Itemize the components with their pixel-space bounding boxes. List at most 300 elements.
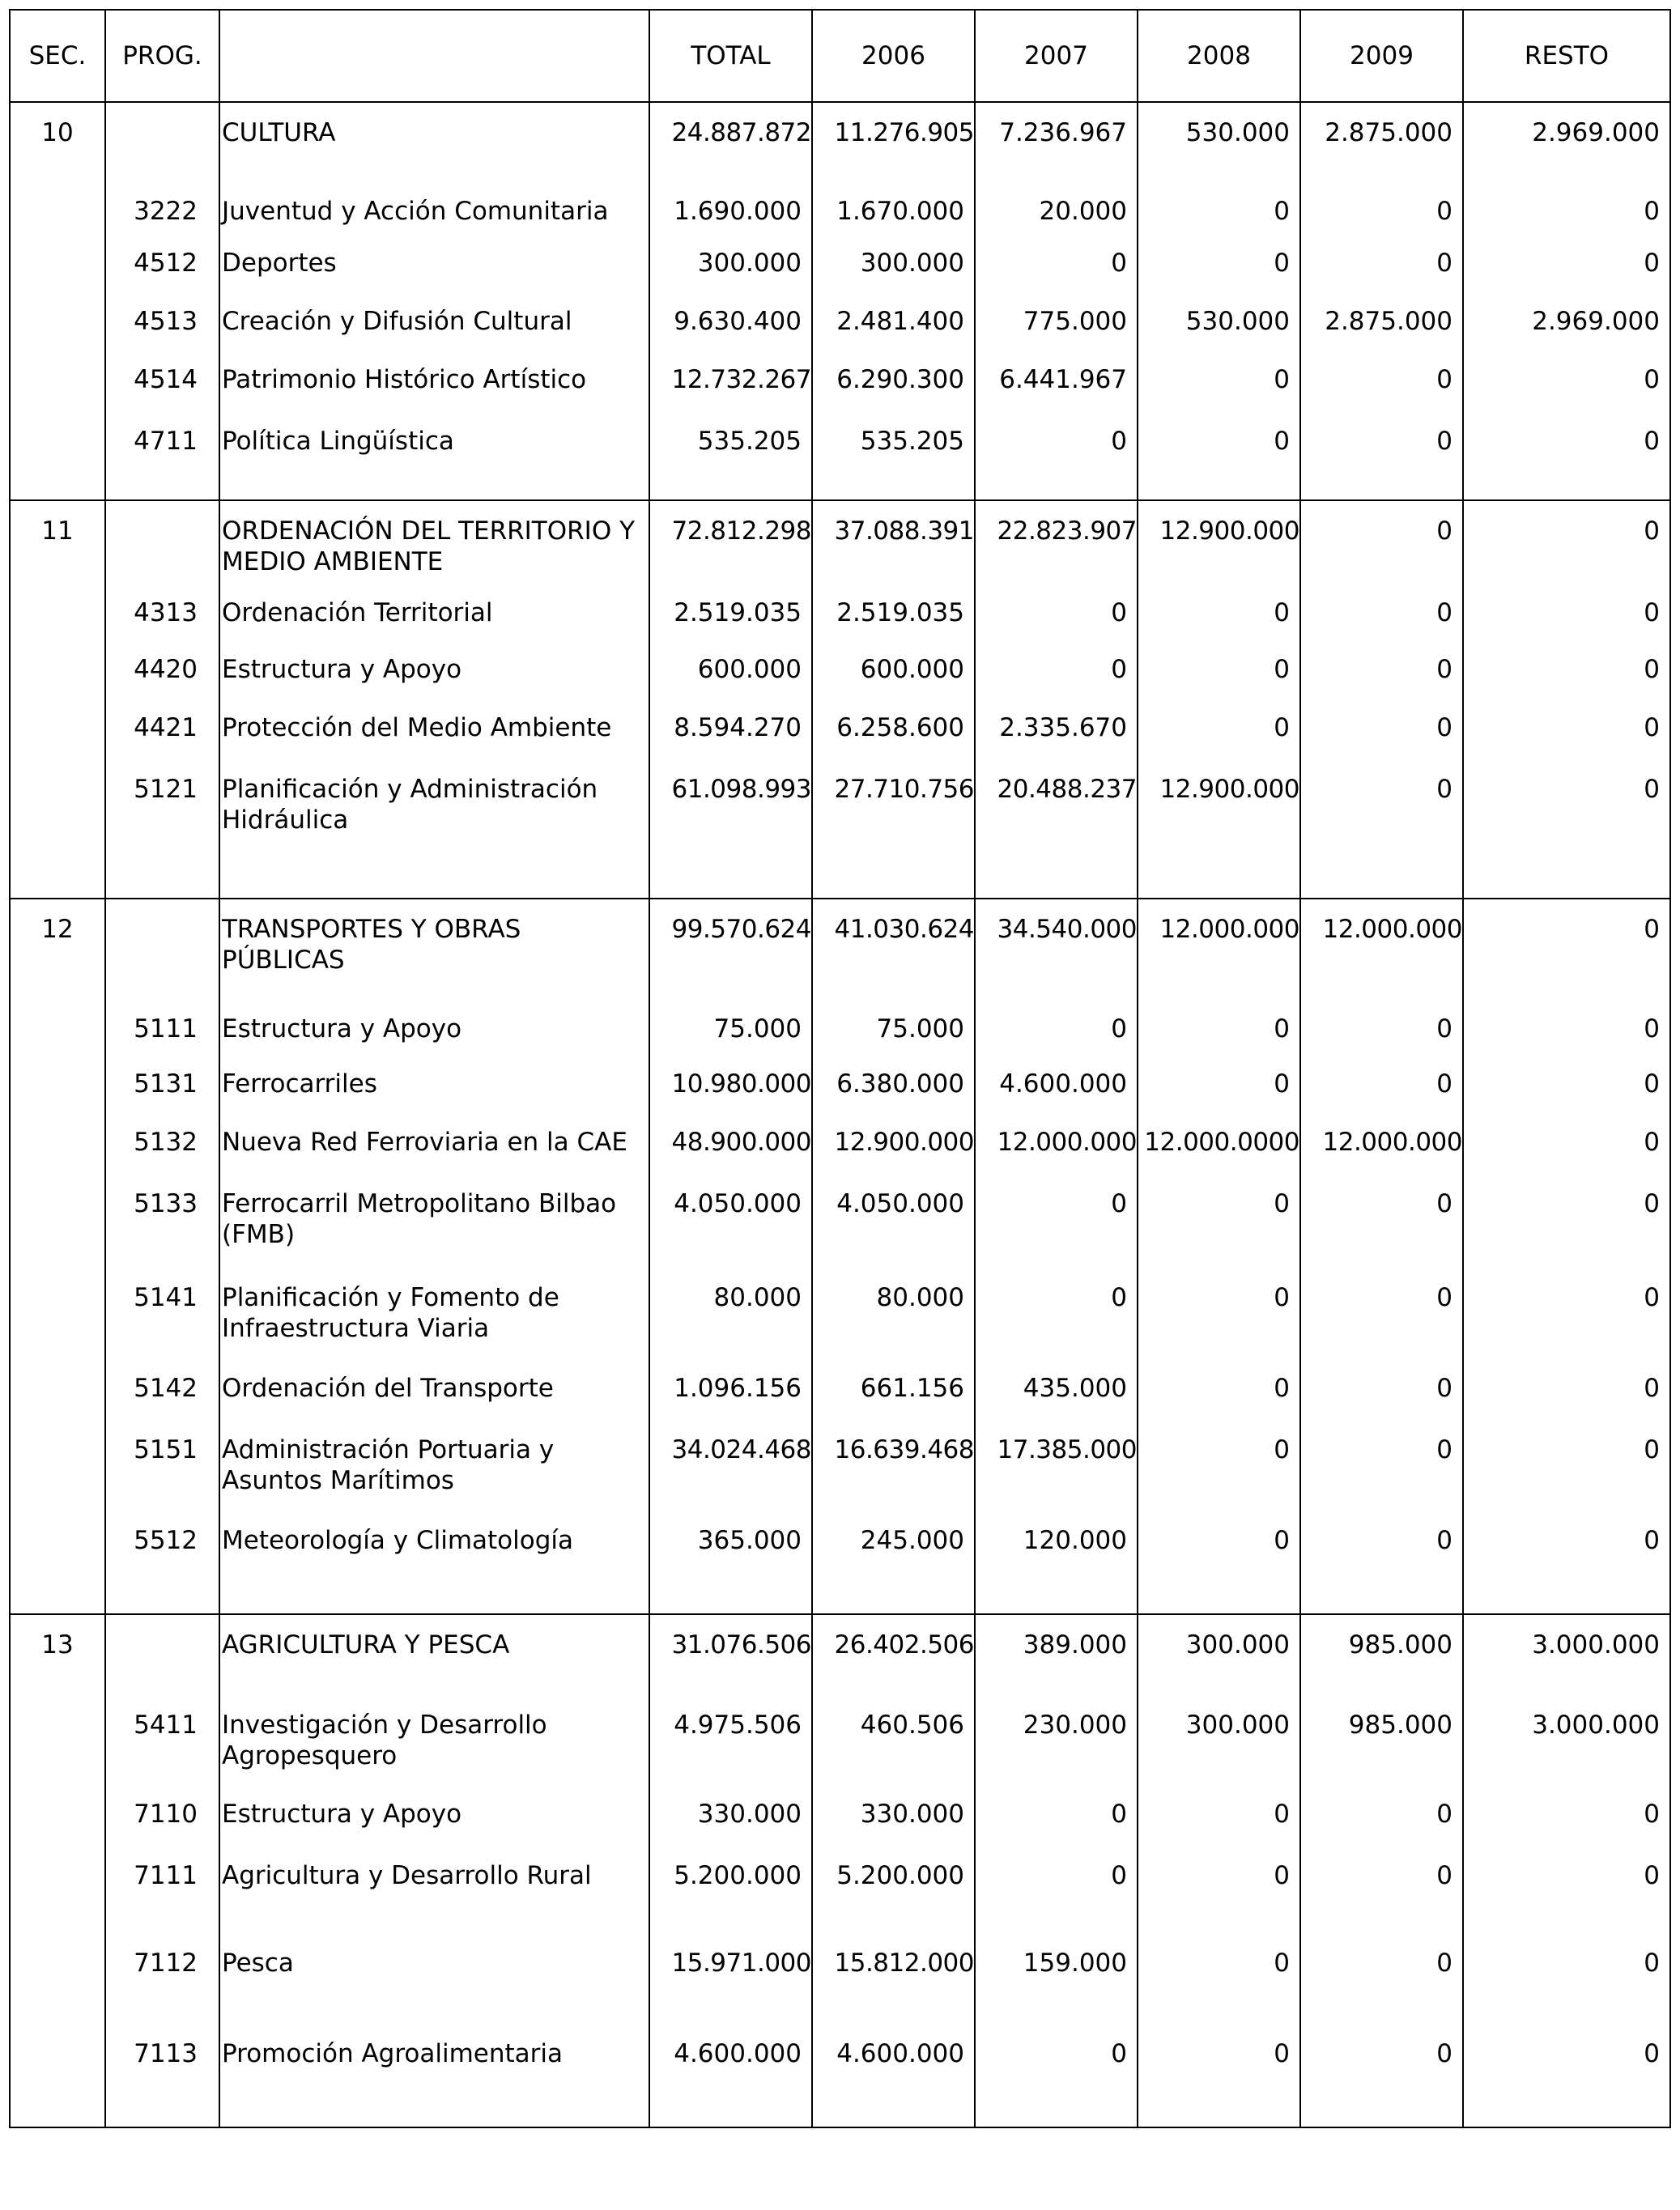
program-y2006: 300.000: [812, 244, 975, 303]
program-code: 4421: [105, 709, 219, 771]
program-total: 300.000: [649, 244, 812, 303]
program-y2009: 0: [1300, 423, 1463, 481]
program-code: 7112: [105, 1944, 219, 2035]
program-row: [10, 1796, 1670, 1857]
program-y2007: 0: [975, 594, 1138, 651]
program-row: [10, 1124, 1670, 1185]
program-name: Ferrocarril Metropolitano Bilbao (FMB): [219, 1185, 649, 1279]
program-total: 12.732.267: [649, 361, 812, 423]
section-code-empty: [10, 1857, 105, 1944]
program-y2008: 0: [1138, 361, 1300, 423]
spacer-cell: [1300, 860, 1463, 899]
section-code-empty: [10, 423, 105, 481]
section-code-empty: [10, 1370, 105, 1431]
program-name: Protección del Medio Ambiente: [219, 709, 649, 771]
section-code-empty: [10, 709, 105, 771]
program-row: [10, 244, 1670, 303]
program-total: 1.096.156: [649, 1370, 812, 1431]
program-code: 5512: [105, 1522, 219, 1585]
spacer-cell: [105, 2108, 219, 2127]
program-total: 48.900.000: [649, 1124, 812, 1185]
program-total: 34.024.468: [649, 1431, 812, 1522]
header-2009: 2009: [1300, 10, 1463, 102]
program-y2009: 985.000: [1300, 1706, 1463, 1796]
program-y2006: 6.290.300: [812, 361, 975, 423]
section-y2006: 11.276.905: [812, 102, 975, 193]
section-code-empty: [10, 1706, 105, 1796]
program-row: [10, 1706, 1670, 1796]
section-y2009: 2.875.000: [1300, 102, 1463, 193]
program-y2008: 0: [1138, 1522, 1300, 1585]
program-y2009: 2.875.000: [1300, 303, 1463, 361]
spacer-cell: [649, 860, 812, 899]
program-resto: 0: [1463, 1010, 1670, 1065]
spacer-cell: [649, 1585, 812, 1614]
section-y2006: 26.402.506: [812, 1614, 975, 1706]
program-code: 3222: [105, 193, 219, 244]
program-row: [10, 594, 1670, 651]
spacer-cell: [1300, 481, 1463, 500]
section-code-empty: [10, 361, 105, 423]
program-code: 5133: [105, 1185, 219, 1279]
program-y2009: 0: [1300, 1857, 1463, 1944]
program-y2007: 0: [975, 2035, 1138, 2108]
section-spacer: [10, 860, 1670, 899]
section-code-empty: [10, 594, 105, 651]
program-name: Nueva Red Ferroviaria en la CAE: [219, 1124, 649, 1185]
program-code: 4512: [105, 244, 219, 303]
spacer-cell: [219, 2108, 649, 2127]
spacer-cell: [105, 1585, 219, 1614]
program-y2007: 0: [975, 1279, 1138, 1370]
section-resto: 0: [1463, 500, 1670, 594]
program-row: [10, 709, 1670, 771]
program-y2008: 0: [1138, 193, 1300, 244]
program-row: [10, 1279, 1670, 1370]
program-y2008: 0: [1138, 594, 1300, 651]
program-name: Política Lingüística: [219, 423, 649, 481]
program-name: Ordenación Territorial: [219, 594, 649, 651]
program-y2009: 0: [1300, 651, 1463, 709]
program-row: [10, 2035, 1670, 2108]
program-y2006: 535.205: [812, 423, 975, 481]
program-name: Planificación y Fomento de Infraestructura Viaria: [219, 1279, 649, 1370]
section-row: [10, 899, 1670, 1010]
program-resto: 0: [1463, 1431, 1670, 1522]
header-2008: 2008: [1138, 10, 1300, 102]
section-y2007: 22.823.907: [975, 500, 1138, 594]
program-y2006: 2.519.035: [812, 594, 975, 651]
section-row: [10, 102, 1670, 193]
program-resto: 0: [1463, 361, 1670, 423]
spacer-cell: [649, 2108, 812, 2127]
program-name: Meteorología y Climatología: [219, 1522, 649, 1585]
section-code-empty: [10, 1010, 105, 1065]
program-resto: 0: [1463, 244, 1670, 303]
program-y2009: 0: [1300, 1522, 1463, 1585]
spacer-cell: [1463, 481, 1670, 500]
program-code-empty: [105, 899, 219, 1010]
program-code: 5141: [105, 1279, 219, 1370]
program-code: 5111: [105, 1010, 219, 1065]
program-name: Pesca: [219, 1944, 649, 2035]
program-y2007: 0: [975, 1796, 1138, 1857]
spacer-cell: [812, 860, 975, 899]
section-code-empty: [10, 1185, 105, 1279]
program-resto: 0: [1463, 1796, 1670, 1857]
program-y2009: 0: [1300, 1065, 1463, 1124]
section-code-empty: [10, 1522, 105, 1585]
program-row: [10, 1857, 1670, 1944]
program-y2009: 0: [1300, 594, 1463, 651]
program-y2006: 5.200.000: [812, 1857, 975, 1944]
program-total: 8.594.270: [649, 709, 812, 771]
spacer-cell: [1463, 860, 1670, 899]
program-y2006: 1.670.000: [812, 193, 975, 244]
program-y2009: 0: [1300, 1944, 1463, 2035]
program-row: [10, 1944, 1670, 2035]
program-y2007: 0: [975, 651, 1138, 709]
program-row: [10, 423, 1670, 481]
program-resto: 0: [1463, 1522, 1670, 1585]
program-row: [10, 651, 1670, 709]
program-code-empty: [105, 500, 219, 594]
program-code-empty: [105, 1614, 219, 1706]
program-y2007: 4.600.000: [975, 1065, 1138, 1124]
program-resto: 0: [1463, 2035, 1670, 2108]
program-y2009: 0: [1300, 244, 1463, 303]
program-total: 4.050.000: [649, 1185, 812, 1279]
program-name: Creación y Difusión Cultural: [219, 303, 649, 361]
section-y2008: 12.900.000: [1138, 500, 1300, 594]
program-y2007: 6.441.967: [975, 361, 1138, 423]
spacer-cell: [812, 2108, 975, 2127]
spacer-cell: [1300, 2108, 1463, 2127]
section-row: [10, 1614, 1670, 1706]
spacer-cell: [1300, 1585, 1463, 1614]
program-row: [10, 1185, 1670, 1279]
program-y2008: 0: [1138, 709, 1300, 771]
section-y2009: 0: [1300, 500, 1463, 594]
program-y2009: 0: [1300, 361, 1463, 423]
header-2006: 2006: [812, 10, 975, 102]
section-code-empty: [10, 771, 105, 860]
header-sec: SEC.: [10, 10, 105, 102]
program-y2008: 0: [1138, 1065, 1300, 1124]
program-total: 5.200.000: [649, 1857, 812, 1944]
program-code: 4513: [105, 303, 219, 361]
section-code: 13: [10, 1614, 105, 1706]
program-y2008: 0: [1138, 1857, 1300, 1944]
program-name: Estructura y Apoyo: [219, 1010, 649, 1065]
section-code-empty: [10, 1796, 105, 1857]
program-y2006: 2.481.400: [812, 303, 975, 361]
section-row: [10, 500, 1670, 594]
program-total: 1.690.000: [649, 193, 812, 244]
spacer-cell: [1138, 860, 1300, 899]
section-spacer: [10, 1585, 1670, 1614]
program-name: Promoción Agroalimentaria: [219, 2035, 649, 2108]
header-resto: RESTO: [1463, 10, 1670, 102]
section-y2007: 34.540.000: [975, 899, 1138, 1010]
program-code: 7113: [105, 2035, 219, 2108]
program-y2009: 0: [1300, 2035, 1463, 2108]
program-resto: 0: [1463, 1185, 1670, 1279]
program-name: Estructura y Apoyo: [219, 651, 649, 709]
section-code-empty: [10, 193, 105, 244]
section-resto: 3.000.000: [1463, 1614, 1670, 1706]
section-y2008: 530.000: [1138, 102, 1300, 193]
program-row: [10, 193, 1670, 244]
program-y2007: 120.000: [975, 1522, 1138, 1585]
section-name: CULTURA: [219, 102, 649, 193]
section-resto: 2.969.000: [1463, 102, 1670, 193]
program-y2008: 12.000.0000: [1138, 1124, 1300, 1185]
program-total: 15.971.000: [649, 1944, 812, 2035]
program-resto: 0: [1463, 1857, 1670, 1944]
program-y2006: 80.000: [812, 1279, 975, 1370]
program-y2007: 0: [975, 244, 1138, 303]
program-y2007: 2.335.670: [975, 709, 1138, 771]
program-code: 7111: [105, 1857, 219, 1944]
section-name: TRANSPORTES Y OBRAS PÚBLICAS: [219, 899, 649, 1010]
program-y2009: 0: [1300, 1010, 1463, 1065]
program-y2007: 0: [975, 1857, 1138, 1944]
section-code-empty: [10, 1124, 105, 1185]
section-code-empty: [10, 651, 105, 709]
program-y2006: 75.000: [812, 1010, 975, 1065]
program-total: 4.600.000: [649, 2035, 812, 2108]
section-y2009: 12.000.000: [1300, 899, 1463, 1010]
program-resto: 0: [1463, 1124, 1670, 1185]
program-y2006: 600.000: [812, 651, 975, 709]
section-y2008: 300.000: [1138, 1614, 1300, 1706]
program-y2008: 0: [1138, 244, 1300, 303]
program-y2006: 4.600.000: [812, 2035, 975, 2108]
spacer-cell: [105, 481, 219, 500]
section-total: 99.570.624: [649, 899, 812, 1010]
program-total: 365.000: [649, 1522, 812, 1585]
program-y2008: 0: [1138, 1431, 1300, 1522]
program-y2007: 12.000.000: [975, 1124, 1138, 1185]
program-name: Planificación y Administración Hidráulica: [219, 771, 649, 860]
program-name: Estructura y Apoyo: [219, 1796, 649, 1857]
program-resto: 0: [1463, 651, 1670, 709]
program-resto: 0: [1463, 771, 1670, 860]
program-code: 5142: [105, 1370, 219, 1431]
program-y2006: 6.380.000: [812, 1065, 975, 1124]
program-name: Deportes: [219, 244, 649, 303]
section-name: AGRICULTURA Y PESCA: [219, 1614, 649, 1706]
section-y2007: 389.000: [975, 1614, 1138, 1706]
header-row: [10, 10, 1670, 102]
spacer-cell: [1463, 2108, 1670, 2127]
section-total: 72.812.298: [649, 500, 812, 594]
program-resto: 0: [1463, 1370, 1670, 1431]
spacer-cell: [975, 860, 1138, 899]
program-y2006: 27.710.756: [812, 771, 975, 860]
program-name: Ferrocarriles: [219, 1065, 649, 1124]
program-resto: 0: [1463, 1279, 1670, 1370]
program-total: 9.630.400: [649, 303, 812, 361]
program-y2007: 0: [975, 1185, 1138, 1279]
spacer-cell: [975, 2108, 1138, 2127]
section-y2009: 985.000: [1300, 1614, 1463, 1706]
program-y2008: 0: [1138, 1944, 1300, 2035]
program-y2006: 460.506: [812, 1706, 975, 1796]
program-y2006: 330.000: [812, 1796, 975, 1857]
program-name: Ordenación del Transporte: [219, 1370, 649, 1431]
program-y2008: 0: [1138, 2035, 1300, 2108]
program-code: 5151: [105, 1431, 219, 1522]
spacer-cell: [812, 1585, 975, 1614]
section-code-empty: [10, 1279, 105, 1370]
header-2007: 2007: [975, 10, 1138, 102]
program-row: [10, 771, 1670, 860]
program-y2008: 0: [1138, 1185, 1300, 1279]
spacer-cell: [105, 860, 219, 899]
section-code-empty: [10, 1065, 105, 1124]
program-code: 5131: [105, 1065, 219, 1124]
program-row: [10, 1065, 1670, 1124]
program-name: Administración Portuaria y Asuntos Marítimos: [219, 1431, 649, 1522]
program-code-empty: [105, 102, 219, 193]
program-y2006: 16.639.468: [812, 1431, 975, 1522]
spacer-cell: [219, 1585, 649, 1614]
section-code: 12: [10, 899, 105, 1010]
program-y2006: 245.000: [812, 1522, 975, 1585]
program-y2008: 0: [1138, 423, 1300, 481]
program-y2009: 12.000.000: [1300, 1124, 1463, 1185]
program-total: 4.975.506: [649, 1706, 812, 1796]
program-code: 4420: [105, 651, 219, 709]
program-y2008: 300.000: [1138, 1706, 1300, 1796]
header-name: [219, 10, 649, 102]
program-y2009: 0: [1300, 1279, 1463, 1370]
program-name: Agricultura y Desarrollo Rural: [219, 1857, 649, 1944]
program-name: Patrimonio Histórico Artístico: [219, 361, 649, 423]
program-total: 61.098.993: [649, 771, 812, 860]
program-resto: 0: [1463, 709, 1670, 771]
program-row: [10, 1522, 1670, 1585]
program-y2009: 0: [1300, 771, 1463, 860]
program-code: 5132: [105, 1124, 219, 1185]
program-row: [10, 1010, 1670, 1065]
spacer-cell: [975, 1585, 1138, 1614]
program-row: [10, 1370, 1670, 1431]
section-spacer: [10, 2108, 1670, 2127]
program-y2007: 775.000: [975, 303, 1138, 361]
program-row: [10, 361, 1670, 423]
program-code: 5121: [105, 771, 219, 860]
program-total: 2.519.035: [649, 594, 812, 651]
program-y2009: 0: [1300, 1370, 1463, 1431]
program-y2009: 0: [1300, 193, 1463, 244]
section-name: ORDENACIÓN DEL TERRITORIO Y MEDIO AMBIENTE: [219, 500, 649, 594]
program-y2006: 15.812.000: [812, 1944, 975, 2035]
budget-table: [9, 9, 1671, 2128]
program-resto: 0: [1463, 1944, 1670, 2035]
section-code-empty: [10, 2035, 105, 2108]
program-y2008: 0: [1138, 1370, 1300, 1431]
program-total: 10.980.000: [649, 1065, 812, 1124]
section-total: 31.076.506: [649, 1614, 812, 1706]
spacer-cell: [219, 481, 649, 500]
section-resto: 0: [1463, 899, 1670, 1010]
program-y2007: 435.000: [975, 1370, 1138, 1431]
spacer-cell: [219, 860, 649, 899]
spacer-cell: [1463, 1585, 1670, 1614]
program-y2009: 0: [1300, 1796, 1463, 1857]
section-total: 24.887.872: [649, 102, 812, 193]
budget-page: [9, 9, 1670, 2128]
section-code-empty: [10, 1944, 105, 2035]
program-row: [10, 1431, 1670, 1522]
program-resto: 0: [1463, 193, 1670, 244]
program-y2008: 0: [1138, 651, 1300, 709]
program-y2008: 0: [1138, 1796, 1300, 1857]
spacer-cell: [1138, 481, 1300, 500]
header-prog: PROG.: [105, 10, 219, 102]
table-body: [10, 102, 1670, 2127]
program-code: 4313: [105, 594, 219, 651]
program-resto: 0: [1463, 1065, 1670, 1124]
program-resto: 0: [1463, 423, 1670, 481]
program-resto: 2.969.000: [1463, 303, 1670, 361]
program-code: 4514: [105, 361, 219, 423]
program-name: Juventud y Acción Comunitaria: [219, 193, 649, 244]
program-y2006: 6.258.600: [812, 709, 975, 771]
program-total: 75.000: [649, 1010, 812, 1065]
section-code-empty: [10, 244, 105, 303]
program-total: 80.000: [649, 1279, 812, 1370]
program-total: 330.000: [649, 1796, 812, 1857]
program-y2009: 0: [1300, 1185, 1463, 1279]
section-spacer: [10, 481, 1670, 500]
program-total: 535.205: [649, 423, 812, 481]
program-code: 4711: [105, 423, 219, 481]
section-code-empty: [10, 303, 105, 361]
program-y2007: 0: [975, 1010, 1138, 1065]
program-code: 5411: [105, 1706, 219, 1796]
program-y2006: 4.050.000: [812, 1185, 975, 1279]
program-y2007: 17.385.000: [975, 1431, 1138, 1522]
spacer-cell: [10, 860, 105, 899]
section-code: 11: [10, 500, 105, 594]
program-y2007: 20.488.237: [975, 771, 1138, 860]
section-y2008: 12.000.000: [1138, 899, 1300, 1010]
section-code: 10: [10, 102, 105, 193]
program-y2007: 20.000: [975, 193, 1138, 244]
spacer-cell: [1138, 2108, 1300, 2127]
section-code-empty: [10, 1431, 105, 1522]
program-y2006: 661.156: [812, 1370, 975, 1431]
spacer-cell: [649, 481, 812, 500]
program-y2007: 159.000: [975, 1944, 1138, 2035]
spacer-cell: [975, 481, 1138, 500]
program-row: [10, 303, 1670, 361]
program-y2008: 0: [1138, 1010, 1300, 1065]
spacer-cell: [10, 481, 105, 500]
section-y2006: 41.030.624: [812, 899, 975, 1010]
program-y2009: 0: [1300, 1431, 1463, 1522]
section-y2006: 37.088.391: [812, 500, 975, 594]
program-y2008: 0: [1138, 1279, 1300, 1370]
header-total: TOTAL: [649, 10, 812, 102]
program-y2007: 0: [975, 423, 1138, 481]
program-y2006: 12.900.000: [812, 1124, 975, 1185]
program-y2008: 530.000: [1138, 303, 1300, 361]
